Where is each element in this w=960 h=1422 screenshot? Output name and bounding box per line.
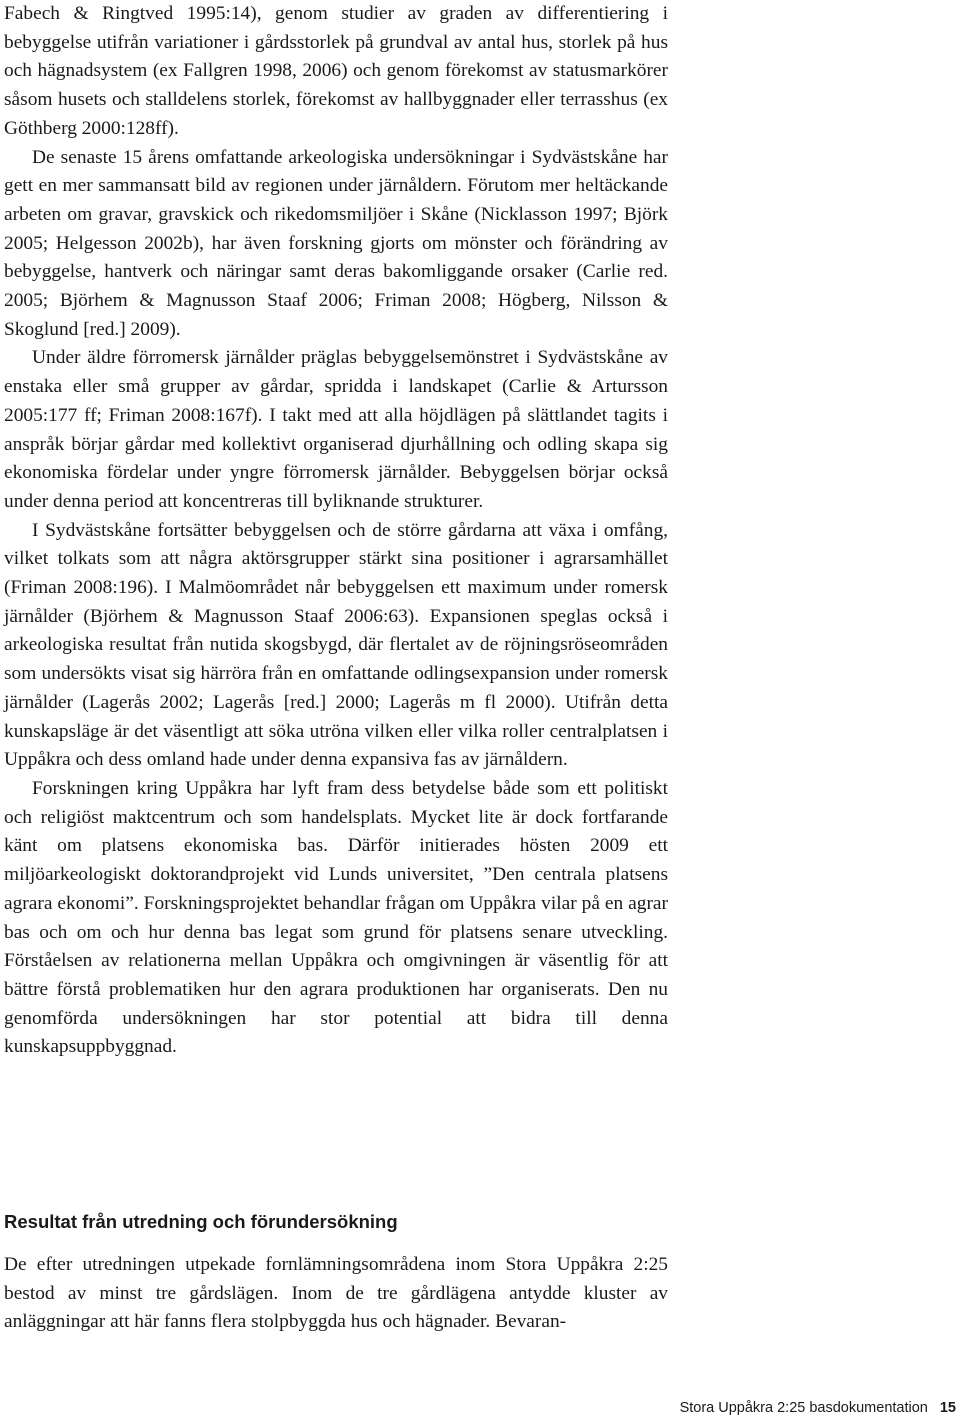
body-text xyxy=(4,0,668,1062)
footer-title: Stora Uppåkra 2:25 basdokumentation xyxy=(679,1400,928,1416)
paragraph: I Sydvästskåne fortsätter bebyggelsen och de större gårdarna att växa i omfång, vilket tolkats som att några aktörsgrupper stärkt sina positioner i agrarsamhället (Friman 2008:196). I Malmöområdet når bebyggelsen ett maximum under romersk järnålder (Björhem & Magnusson Staaf 2006:63). Expansionen speglas också i arkeologiska resultat från nutida skogsbygd, där flertalet av de röjningsröseområden som undersökts visat sig härröra från en omfattande odlingsexpansion under romersk järnålder (Lagerås 2002; Lagerås [red.] 2000; Lagerås m fl 2000). Utifrån detta kunskapsläge är det väsentligt att söka utröna vilken eller vilka roller centralplatsen i Uppåkra och dess omland hade under denna expansiva fas av järnåldern. xyxy=(4,519,668,771)
paragraph: Forskningen kring Uppåkra har lyft fram dess betydelse både som ett politiskt och religiöst maktcentrum och som handelsplats. Mycket lite är dock fortfarande känt om platsens ekonomiska bas. Därför initierades hösten 2009 ett miljöarkeologiskt doktorandprojekt vid Lunds universitet, ”Den centrala platsens agrara ekonomi”. Forskningsprojektet behandlar frågan om Uppåkra vilar på en agrar bas och om och hur denna bas legat som grund för platsens senare utveckling. Förståelsen av relationerna mellan Uppåkra och omgivningen är väsentlig för att bättre förstå problematiken hur den agrara produktionen har organiserats. Den nu genomförda undersökningen har stor potential att bidra till denna kunskapsuppbyggnad. xyxy=(4,777,668,1058)
section-body xyxy=(4,1251,668,1337)
paragraph: De efter utredningen utpekade fornlämningsområdena inom Stora Uppåkra 2:25 bestod av minst tre gårdslägen. Inom de tre gårdlägena antydde kluster av anläggningar att här fanns flera stolpbyggda hus och hägnader. Bevaran- xyxy=(4,1254,668,1333)
paragraph: De senaste 15 årens omfattande arkeologiska undersökningar i Sydvästskåne har gett en mer sammansatt bild av regionen under järnåldern. Förutom mer heltäckande arbeten om gravar, gravskick och rikedomsmiljöer i Skåne (Nicklasson 1997; Björk 2005; Helgesson 2002b), har även forskning gjorts om mönster och förändring av bebyggelse, hantverk och näringar samt deras bakomliggande orsaker (Carlie red. 2005; Björhem & Magnusson Staaf 2006; Friman 2008; Högberg, Nilsson & Skoglund [red.] 2009). xyxy=(4,146,668,340)
page-footer xyxy=(680,1400,956,1416)
page-number: 15 xyxy=(939,1400,956,1416)
paragraph: Fabech & Ringtved 1995:14), genom studier av graden av differentiering i bebyggelse utifrån variationer i gårdsstorlek på grundval av antal hus, storlek på hus och hägnadsystem (ex Fallgren 1998, 2006) och genom förekomst av statusmarkörer såsom husets och stalldelens storlek, förekomst av hallbyggnader eller terrasshus (ex Göthberg 2000:128ff). xyxy=(4,3,668,139)
section-heading: Resultat från utredning och förundersökning xyxy=(4,1211,398,1232)
paragraph: Under äldre förromersk järnålder präglas bebyggelsemönstret i Sydvästskåne av enstaka eller små grupper av gårdar, spridda i landskapet (Carlie & Artursson 2005:177 ff; Friman 2008:167f). I takt med att alla höjdlägen på slättlandet tagits i anspråk börjar gårdar med kollektivt organiserad djurhållning och odling skapa sig ekonomiska fördelar under yngre förromersk järnålder. Bebyggelsen börjar också under denna period att koncentreras till byliknande strukturer. xyxy=(4,347,668,512)
